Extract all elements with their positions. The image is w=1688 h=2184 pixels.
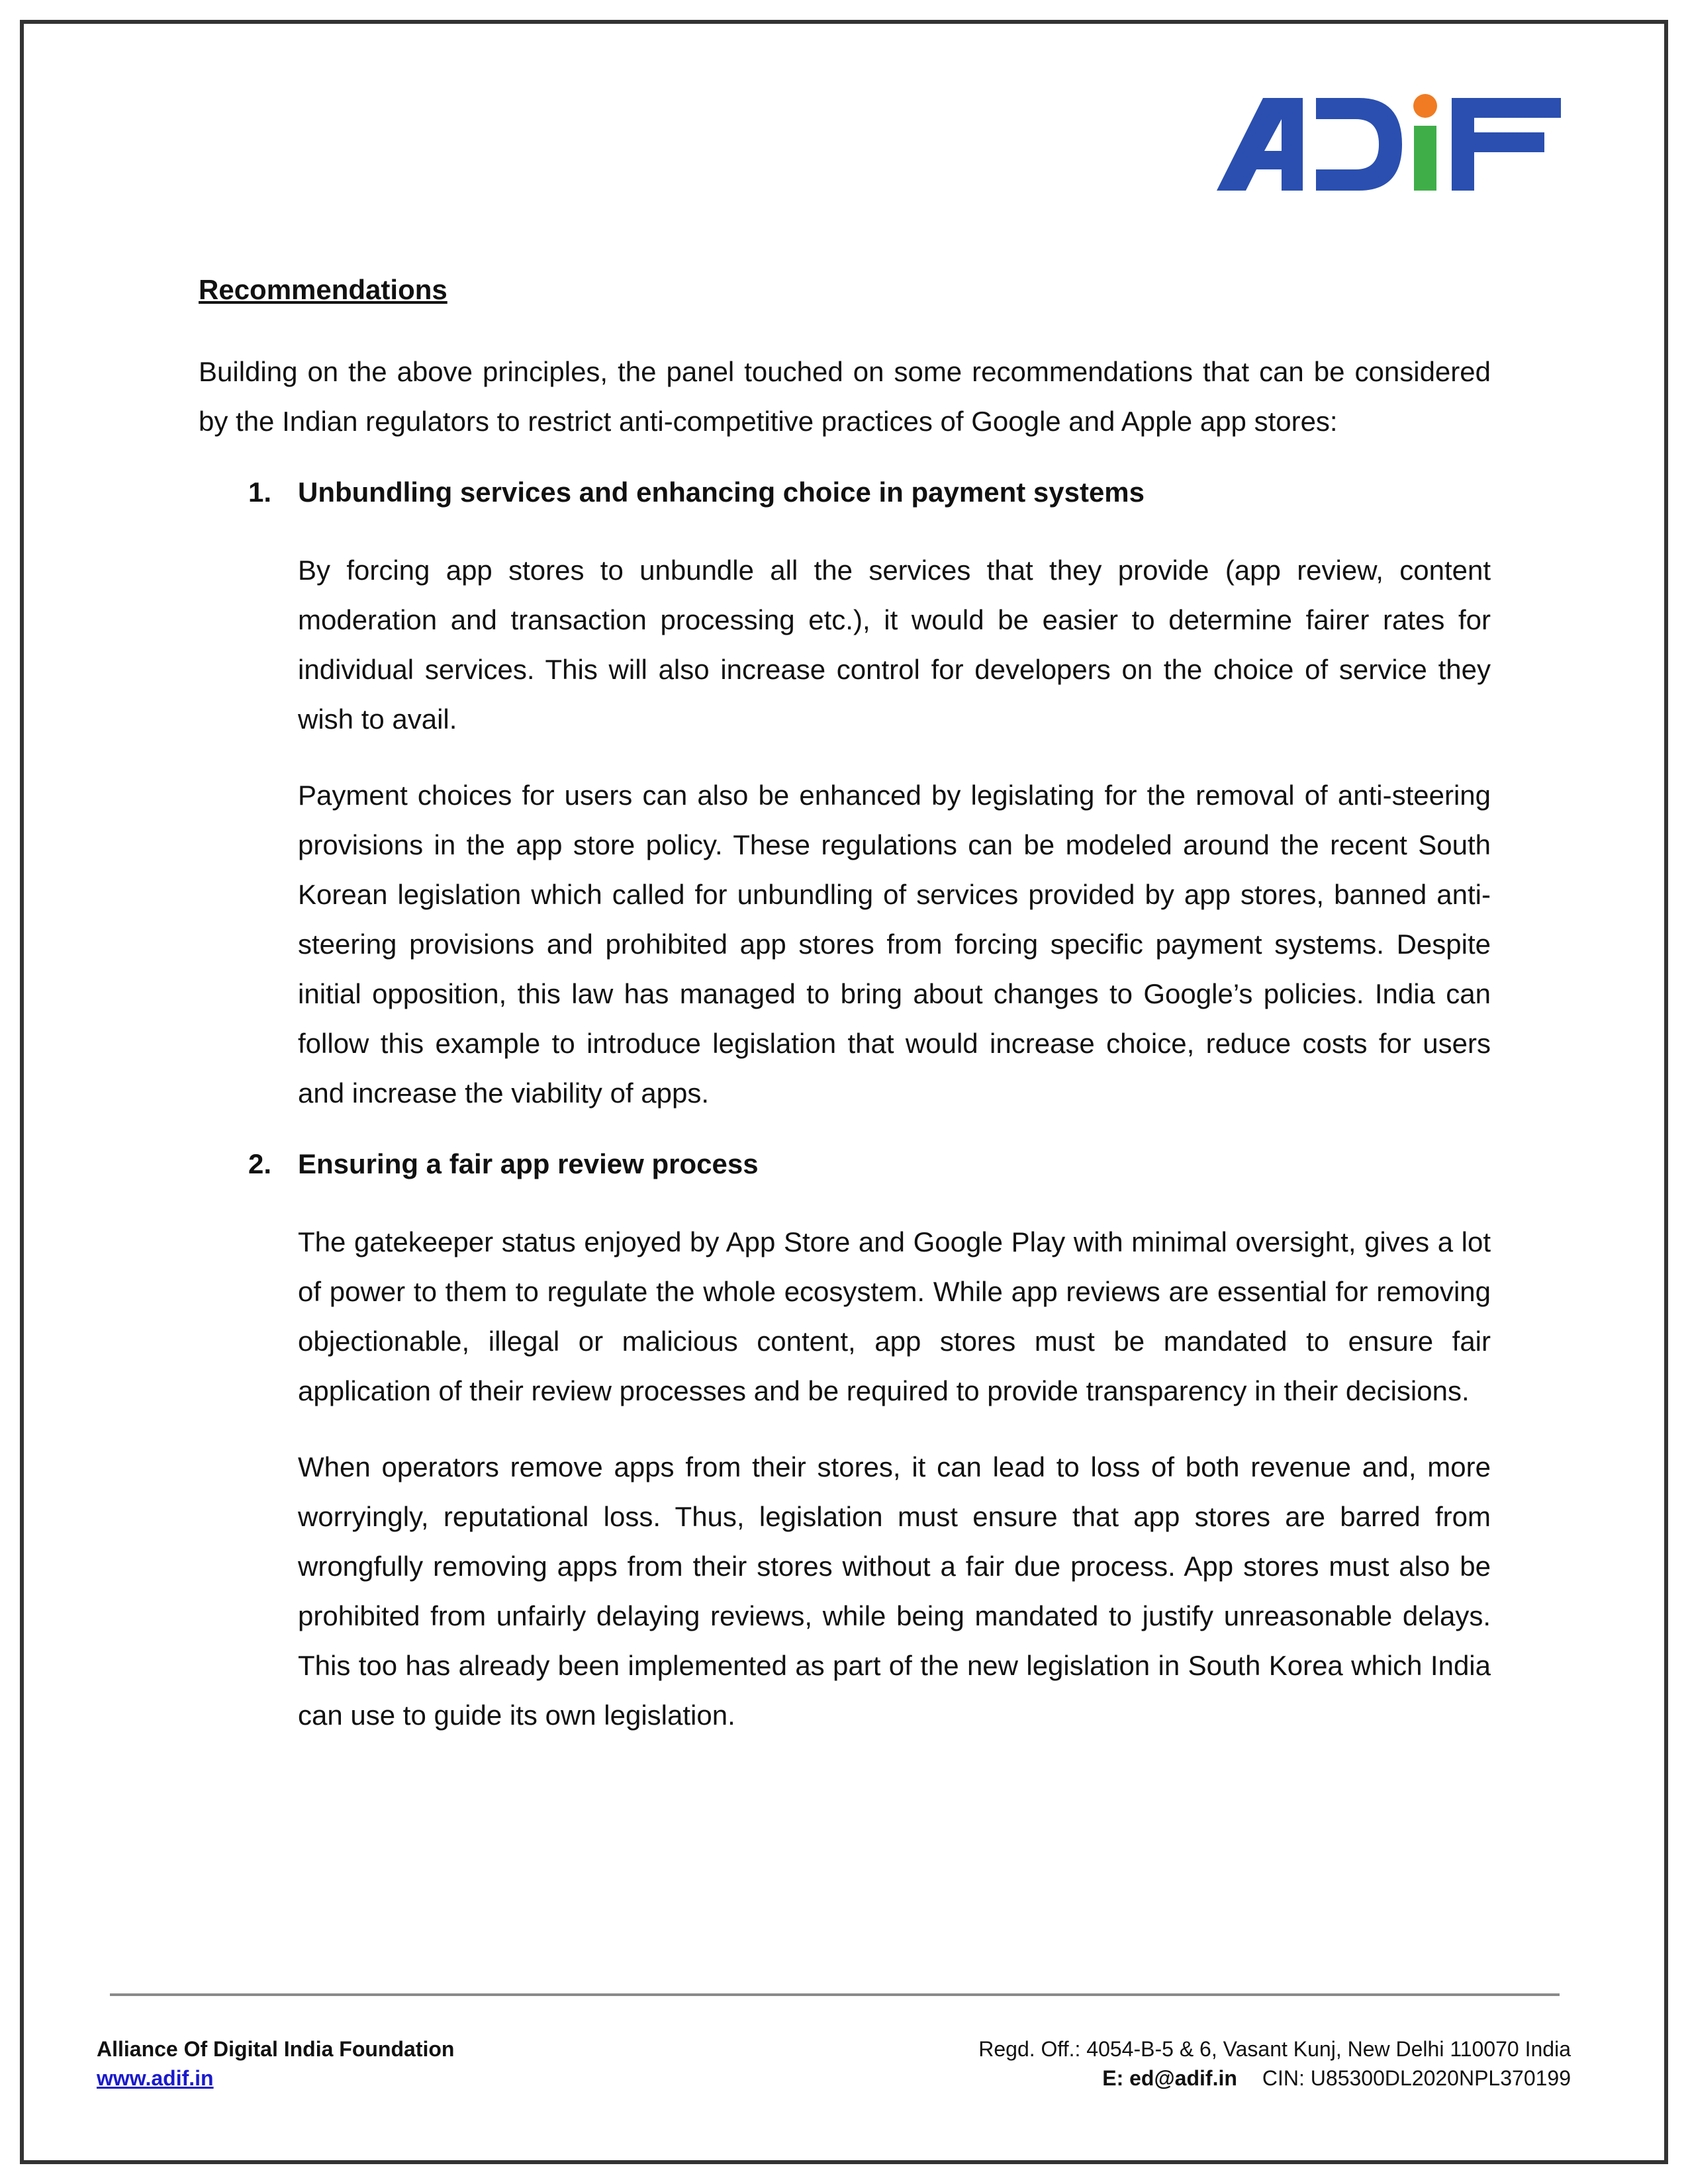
recommendation-title-text: Unbundling services and enhancing choice in payment systems [298, 477, 1145, 508]
recommendation-title-text: Ensuring a fair app review process [298, 1148, 759, 1179]
recommendation-item [199, 1144, 1491, 1740]
footer-left [97, 2034, 454, 2093]
section-heading: Recommendations [199, 274, 447, 305]
main-content [199, 271, 1491, 1766]
footer-contact [978, 2064, 1571, 2093]
footer-email[interactable]: E: ed@adif.in [1102, 2066, 1237, 2090]
footer-cin: CIN: U85300DL2020NPL370199 [1262, 2066, 1571, 2090]
recommendation-paragraph: Payment choices for users can also be enhanced by legislating for the removal of anti-steering provisions in the app store policy. These regulations can be modeled around the recent South Korean legislation which called for unbundling of services provided by app stores, banned anti-steering provisions and prohibited app stores from forcing specific payment systems. Despite initial opposition, this law has managed to bring about changes to Google’s policies. India can follow this example to introduce legislation that would increase choice, reduce costs for users and increase the viability of apps. [298, 780, 1491, 1109]
intro-paragraph: Building on the above principles, the panel touched on some recommendations that can be considered by the Indian regulators to restrict anti-competitive practices of Google and Apple app stores: [199, 356, 1491, 437]
recommendation-title [248, 1144, 1491, 1184]
recommendation-paragraph: The gatekeeper status enjoyed by App Store and Google Play with minimal oversight, gives a lot of power to them to regulate the whole ecosystem. While app reviews are essential for removing objectionable, illegal or malicious content, app stores must be mandated to ensure fair application of their review processes and be required to provide transparency in their decisions. [298, 1226, 1491, 1406]
recommendation-paragraph: When operators remove apps from their stores, it can lead to loss of both revenue and, more worryingly, reputational loss. Thus, legislation must ensure that app stores are barred from wrongfully removing apps from their stores without a fair due process. App stores must also be prohibited from unfairly delaying reviews, while being mandated to justify unreasonable delays. This too has already been implemented as part of the new legislation in South Korea which India can use to guide its own legislation. [298, 1451, 1491, 1731]
footer-website-link[interactable]: www.adif.in [97, 2066, 214, 2090]
recommendation-title [248, 473, 1491, 512]
recommendation-number: 2. [248, 1148, 272, 1179]
footer-right [978, 2034, 1571, 2093]
footer-address: Regd. Off.: 4054-B-5 & 6, Vasant Kunj, New Delhi 110070 India [978, 2037, 1571, 2061]
recommendation-item [199, 473, 1491, 1118]
footer-org-name: Alliance Of Digital India Foundation [97, 2037, 455, 2061]
footer-divider [110, 1993, 1560, 1996]
recommendation-paragraph: By forcing app stores to unbundle all the services that they provide (app review, content moderation and transaction processing etc.), it would be easier to determine fairer rates for individual services. This will also increase control for developers on the choice of service they wish to avail. [298, 555, 1491, 735]
recommendation-number: 1. [248, 477, 272, 508]
adif-logo [1217, 91, 1564, 194]
